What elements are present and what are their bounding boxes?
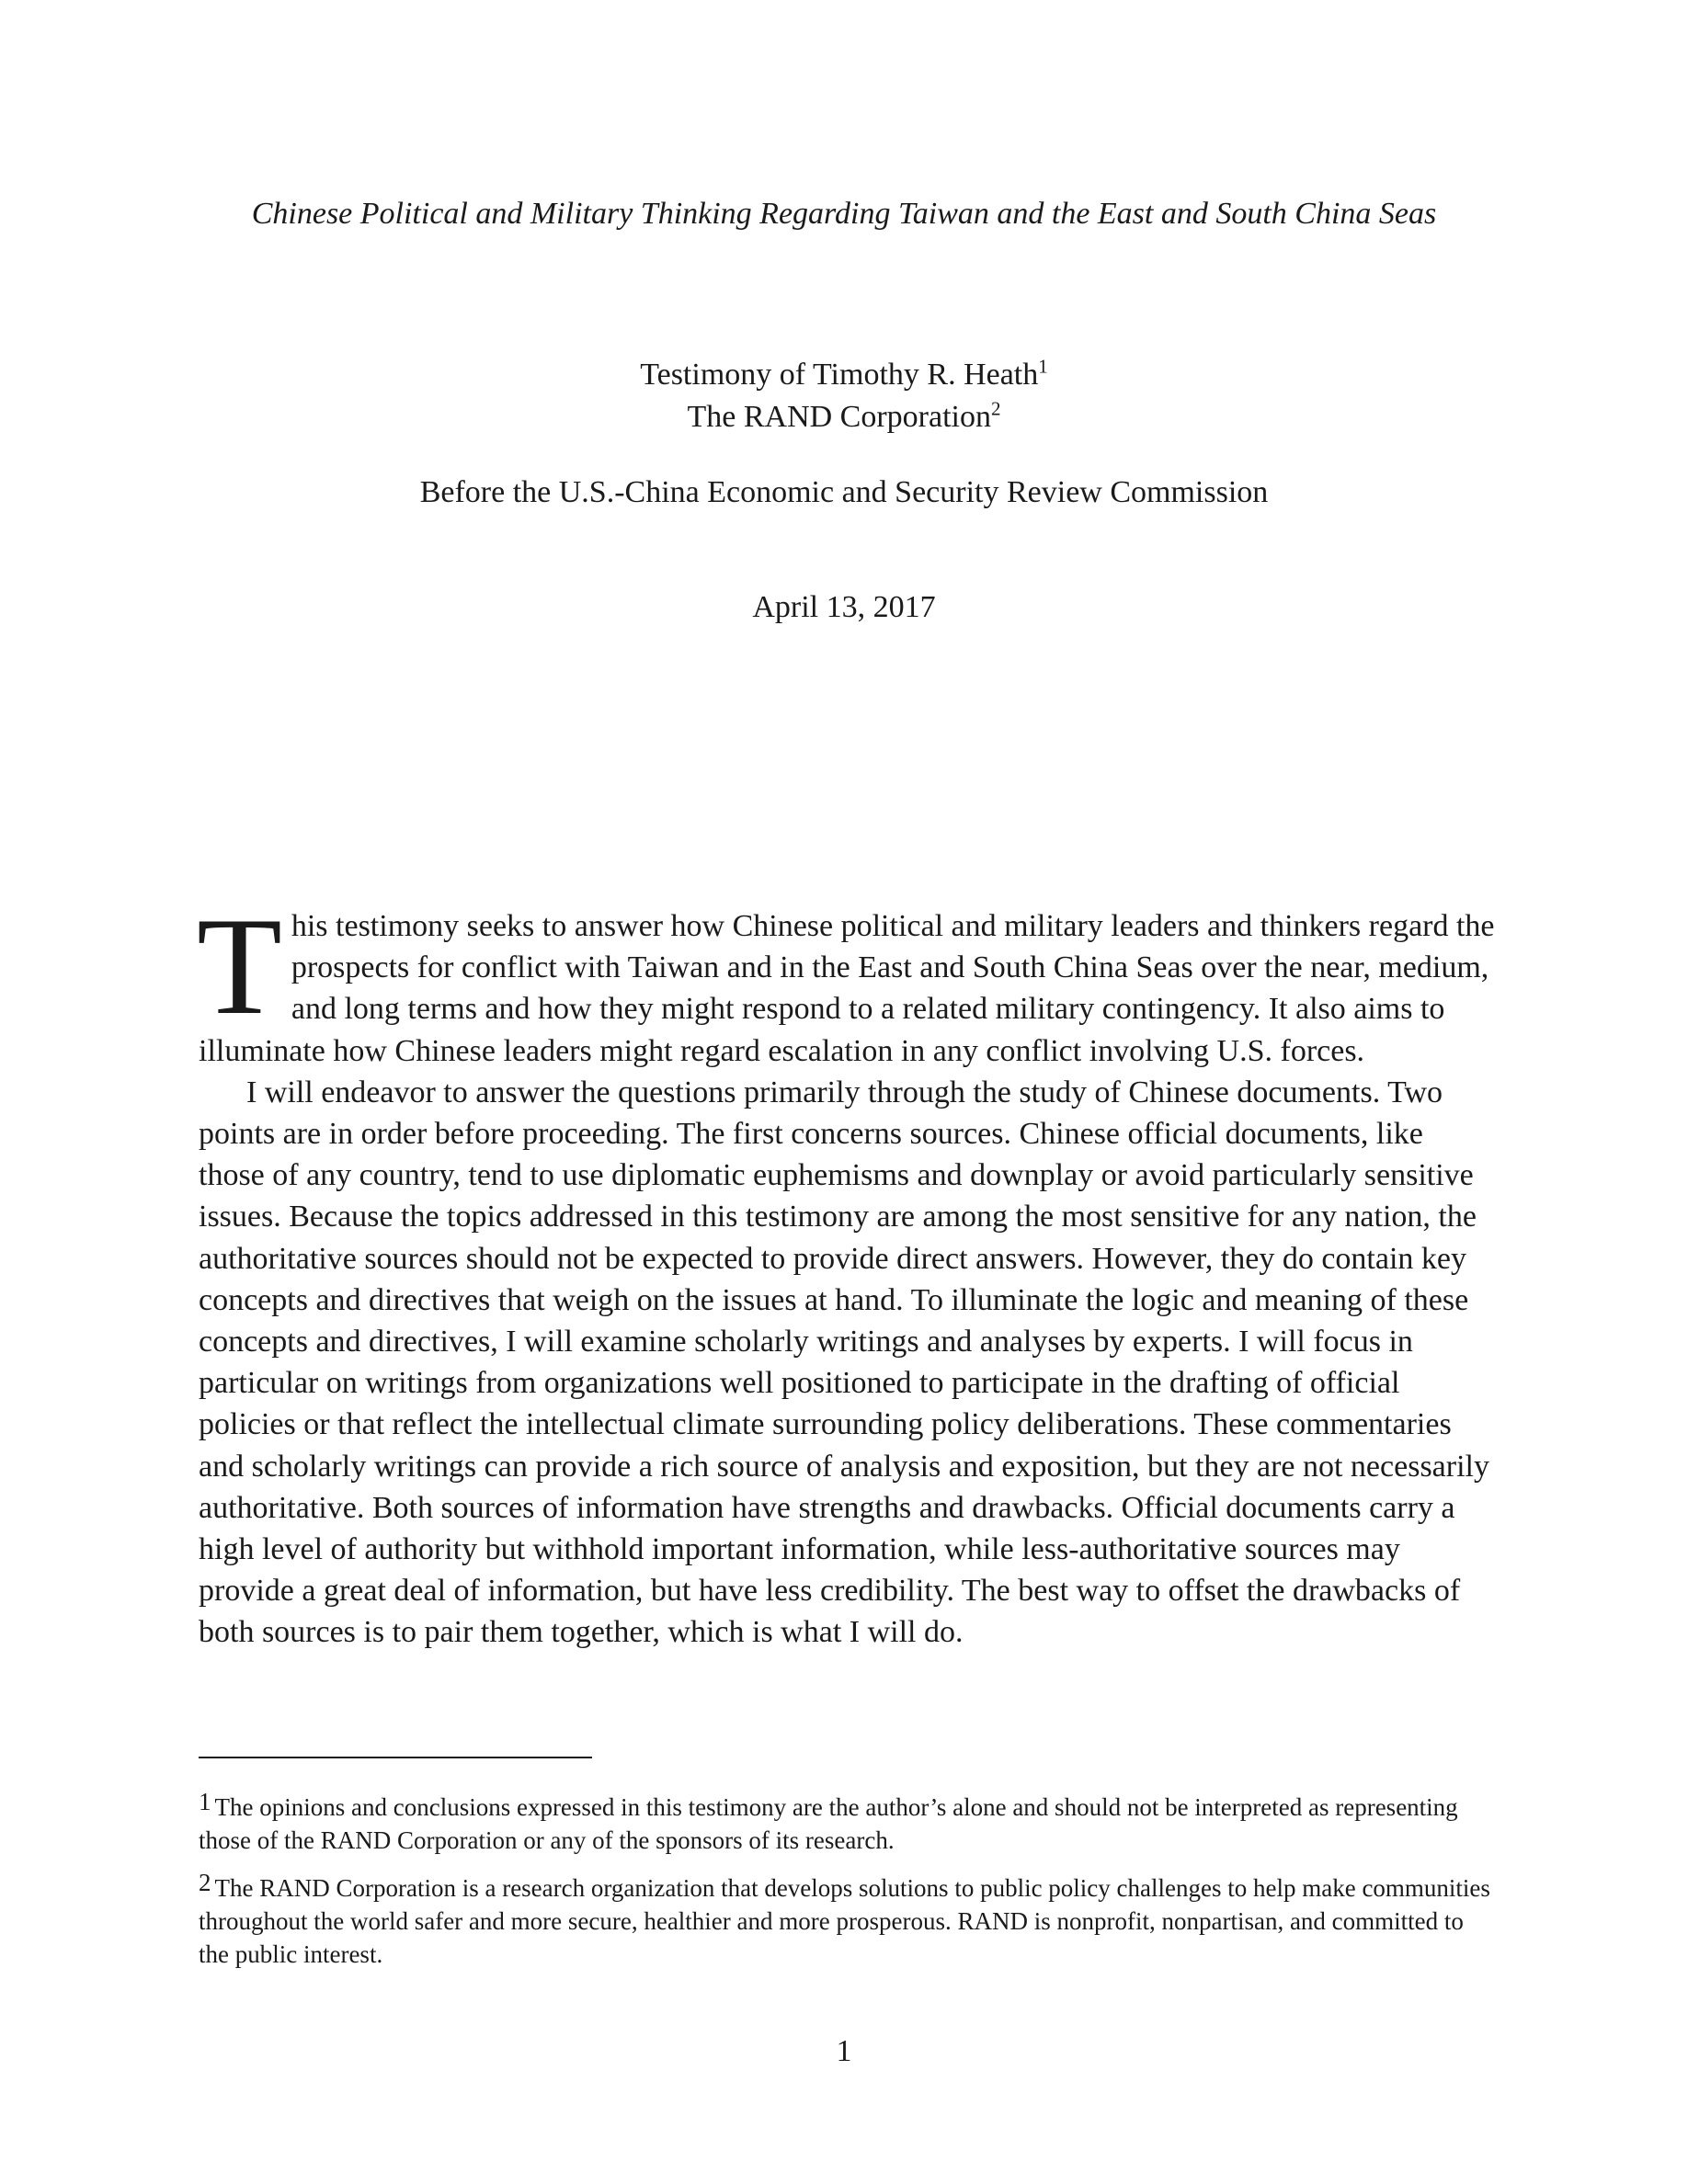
footnote-text: The opinions and conclusions expressed in this testimony are the author’s alone and should not be interpreted as representing those of the RAND Corporation or any of the sponsors of its research. bbox=[199, 1793, 1458, 1854]
document-title: Chinese Political and Military Thinking Regarding Taiwan and the East and South China Seas bbox=[251, 197, 1437, 231]
footnotes bbox=[199, 1785, 1497, 1980]
organization-name: The RAND Corporation bbox=[687, 400, 991, 434]
testimony-author: Testimony of Timothy R. Heath bbox=[640, 358, 1039, 392]
page-number: 1 bbox=[836, 2034, 852, 2068]
footnote-ref-2[interactable]: 2 bbox=[991, 397, 1001, 420]
paragraph-1 bbox=[197, 889, 1497, 1072]
footnote-ref-1[interactable]: 1 bbox=[1038, 355, 1048, 378]
paragraph-1-text: his testimony seeks to answer how Chinese political and military leaders and thinkers regard the prospects for conflict with Taiwan and in the East and South China Seas over the near, medium, and long terms and how they might respond to a related military contingency. It also aims to illuminate how Chinese leaders might regard escalation in any conflict involving U.S. forces. bbox=[199, 909, 1495, 1068]
organization-line bbox=[0, 396, 1688, 438]
footnote-number: 1 bbox=[199, 1788, 211, 1815]
drop-cap: T bbox=[197, 889, 282, 1043]
testimony-header bbox=[0, 354, 1688, 438]
paragraph-2: I will endeavor to answer the questions primarily through the study of Chinese documents. Two points are in order before proceeding. The first concerns sources. Chinese official documents, like those of any country, tend to use diplomatic euphemisms and downplay or avoid particularly sensitive issues. Because the topics addressed in this testimony are among the most sensitive for any nation, the authoritative sources should not be expected to provide direct answers. However, they do contain key concepts and directives that weigh on the issues at hand. To illuminate the logic and meaning of these concepts and directives, I will examine scholarly writings and analyses by experts. I will focus in particular on writings from organizations well positioned to participate in the drafting of official policies or that reflect the intellectual climate surrounding policy deliberations. These commentaries and scholarly writings can provide a rich source of analysis and exposition, but they are not necessarily authoritative. Both sources of information have strengths and drawbacks. Official documents carry a high level of authority but withhold important information, while less-authoritative sources may provide a great deal of information, but have less credibility. The best way to offset the drawbacks of both sources is to pair them together, which is what I will do. bbox=[199, 1075, 1489, 1650]
footnote-1 bbox=[199, 1785, 1497, 1857]
testimony-date: April 13, 2017 bbox=[752, 590, 936, 624]
body-text bbox=[197, 889, 1497, 1654]
footnote-text: The RAND Corporation is a research organization that develops solutions to public policy challenges to help make communities throughout the world safer and more secure, healthier and more prosperous. RAND is nonprofit, nonpartisan, and committed to the public interest. bbox=[199, 1874, 1490, 1968]
testimony-author-line bbox=[0, 354, 1688, 396]
footnote-2 bbox=[199, 1866, 1497, 1971]
footnote-divider bbox=[199, 1757, 592, 1758]
commission-line: Before the U.S.-China Economic and Security Review Commission bbox=[419, 475, 1269, 509]
footnote-number: 2 bbox=[199, 1869, 211, 1896]
